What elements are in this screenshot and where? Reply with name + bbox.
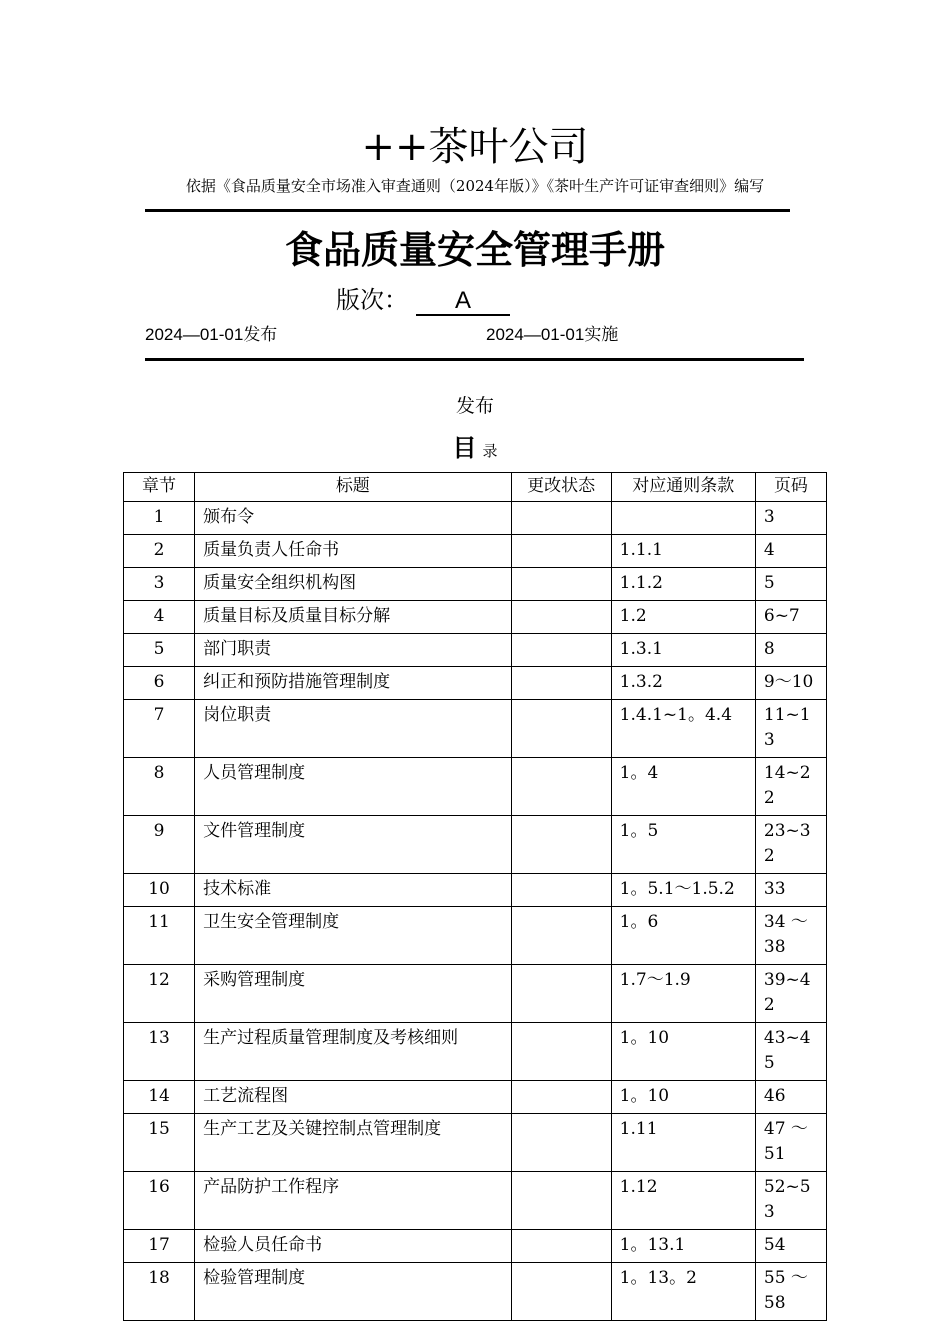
row-chapter: 3 [124, 568, 195, 601]
header-title: 标题 [195, 473, 511, 502]
row-title: 岗位职责 [195, 700, 511, 758]
row-chapter: 6 [124, 667, 195, 700]
row-title: 生产工艺及关键控制点管理制度 [195, 1114, 511, 1172]
row-title: 检验管理制度 [195, 1263, 511, 1321]
version-value: A [416, 288, 510, 316]
row-status [511, 535, 611, 568]
row-title: 生产过程质量管理制度及考核细则 [195, 1023, 511, 1081]
row-status [511, 1172, 611, 1230]
table-row [124, 1114, 827, 1172]
header-rule-bottom [145, 358, 804, 361]
row-page: 23~32 [755, 816, 826, 874]
publish-date-label: 发布 [243, 325, 278, 345]
row-page: 43~45 [755, 1023, 826, 1081]
table-row [124, 907, 827, 965]
publish-date-value: 2024—01-01 [145, 325, 244, 344]
row-title: 文件管理制度 [195, 816, 511, 874]
toc-heading-main: 目 [452, 433, 477, 462]
row-page: 34 ～38 [755, 907, 826, 965]
row-chapter: 7 [124, 700, 195, 758]
row-clause: 1.7～1.9 [611, 965, 755, 1023]
row-status [511, 634, 611, 667]
row-clause: 1。10 [611, 1081, 755, 1114]
toc-header-row [124, 473, 827, 502]
row-chapter: 14 [124, 1081, 195, 1114]
row-title: 颁布令 [195, 502, 511, 535]
table-row [124, 634, 827, 667]
row-chapter: 1 [124, 502, 195, 535]
table-row [124, 667, 827, 700]
row-status [511, 1023, 611, 1081]
row-title: 纠正和预防措施管理制度 [195, 667, 511, 700]
toc-heading [0, 433, 950, 466]
table-row [124, 965, 827, 1023]
compilation-basis: 依据《食品质量安全市场准入审查通则（2024年版）》《茶叶生产许可证审查细则》编写 [185, 177, 765, 195]
row-page: 4 [755, 535, 826, 568]
row-title: 采购管理制度 [195, 965, 511, 1023]
row-clause: 1.1.1 [611, 535, 755, 568]
row-title: 人员管理制度 [195, 758, 511, 816]
row-title: 卫生安全管理制度 [195, 907, 511, 965]
row-chapter: 16 [124, 1172, 195, 1230]
row-clause: 1。10 [611, 1023, 755, 1081]
row-clause: 1。6 [611, 907, 755, 965]
row-page: 3 [755, 502, 826, 535]
row-status [511, 1230, 611, 1263]
row-clause: 1.11 [611, 1114, 755, 1172]
version-label: 版次： [336, 286, 408, 314]
row-status [511, 907, 611, 965]
header-page: 页码 [755, 473, 826, 502]
row-clause: 1。13。2 [611, 1263, 755, 1321]
header-chapter: 章节 [124, 473, 195, 502]
row-page: 11~13 [755, 700, 826, 758]
row-clause: 1。13.1 [611, 1230, 755, 1263]
table-row [124, 758, 827, 816]
row-chapter: 5 [124, 634, 195, 667]
row-clause: 1.2 [611, 601, 755, 634]
row-chapter: 12 [124, 965, 195, 1023]
row-page: 55 ～58 [755, 1263, 826, 1321]
table-row [124, 502, 827, 535]
row-chapter: 18 [124, 1263, 195, 1321]
row-status [511, 1081, 611, 1114]
row-status [511, 1114, 611, 1172]
header-rule-top [145, 209, 790, 212]
row-title: 检验人员任命书 [195, 1230, 511, 1263]
toc-heading-sub: 录 [482, 442, 498, 460]
table-row [124, 1081, 827, 1114]
row-status [511, 502, 611, 535]
row-chapter: 13 [124, 1023, 195, 1081]
row-page: 14~22 [755, 758, 826, 816]
publish-heading: 发布 [455, 395, 494, 417]
row-status [511, 601, 611, 634]
row-clause: 1。5.1～1.5.2 [611, 874, 755, 907]
manual-title: 食品质量安全管理手册 [284, 227, 665, 272]
toc-table [123, 472, 827, 1321]
row-status [511, 758, 611, 816]
row-status [511, 667, 611, 700]
row-clause: 1.3.1 [611, 634, 755, 667]
row-page: 52~53 [755, 1172, 826, 1230]
row-title: 质量安全组织机构图 [195, 568, 511, 601]
header-clause: 对应通则条款 [611, 473, 755, 502]
row-clause: 1。5 [611, 816, 755, 874]
row-status [511, 568, 611, 601]
table-row [124, 535, 827, 568]
row-title: 质量目标及质量目标分解 [195, 601, 511, 634]
row-chapter: 10 [124, 874, 195, 907]
row-chapter: 11 [124, 907, 195, 965]
table-row [124, 601, 827, 634]
row-clause: 1。4 [611, 758, 755, 816]
row-page: 39~42 [755, 965, 826, 1023]
table-row [124, 816, 827, 874]
row-chapter: 9 [124, 816, 195, 874]
row-page: 33 [755, 874, 826, 907]
row-status [511, 700, 611, 758]
row-page: 6~7 [755, 601, 826, 634]
row-status [511, 816, 611, 874]
publish-date [145, 323, 277, 347]
version-line [336, 284, 510, 316]
row-chapter: 4 [124, 601, 195, 634]
row-page: 8 [755, 634, 826, 667]
row-chapter: 15 [124, 1114, 195, 1172]
row-title: 工艺流程图 [195, 1081, 511, 1114]
row-chapter: 8 [124, 758, 195, 816]
implement-date-label: 实施 [584, 325, 619, 345]
toc-body [124, 502, 827, 1321]
table-row [124, 1230, 827, 1263]
implement-date [486, 323, 618, 347]
table-row [124, 568, 827, 601]
table-row [124, 1023, 827, 1081]
table-row [124, 700, 827, 758]
row-clause: 1.4.1~1。4.4 [611, 700, 755, 758]
row-page: 5 [755, 568, 826, 601]
company-name: ++茶叶公司 [361, 124, 589, 170]
table-row [124, 1172, 827, 1230]
row-title: 技术标准 [195, 874, 511, 907]
row-status [511, 1263, 611, 1321]
row-clause [611, 502, 755, 535]
row-chapter: 17 [124, 1230, 195, 1263]
row-clause: 1.1.2 [611, 568, 755, 601]
header-status: 更改状态 [511, 473, 611, 502]
row-page: 47 ～51 [755, 1114, 826, 1172]
row-clause: 1.12 [611, 1172, 755, 1230]
row-status [511, 874, 611, 907]
table-row [124, 874, 827, 907]
row-chapter: 2 [124, 535, 195, 568]
row-title: 部门职责 [195, 634, 511, 667]
row-page: 46 [755, 1081, 826, 1114]
row-page: 54 [755, 1230, 826, 1263]
row-status [511, 965, 611, 1023]
table-row [124, 1263, 827, 1321]
row-clause: 1.3.2 [611, 667, 755, 700]
row-title: 质量负责人任命书 [195, 535, 511, 568]
implement-date-value: 2024—01-01 [486, 325, 585, 344]
row-page: 9～10 [755, 667, 826, 700]
row-title: 产品防护工作程序 [195, 1172, 511, 1230]
